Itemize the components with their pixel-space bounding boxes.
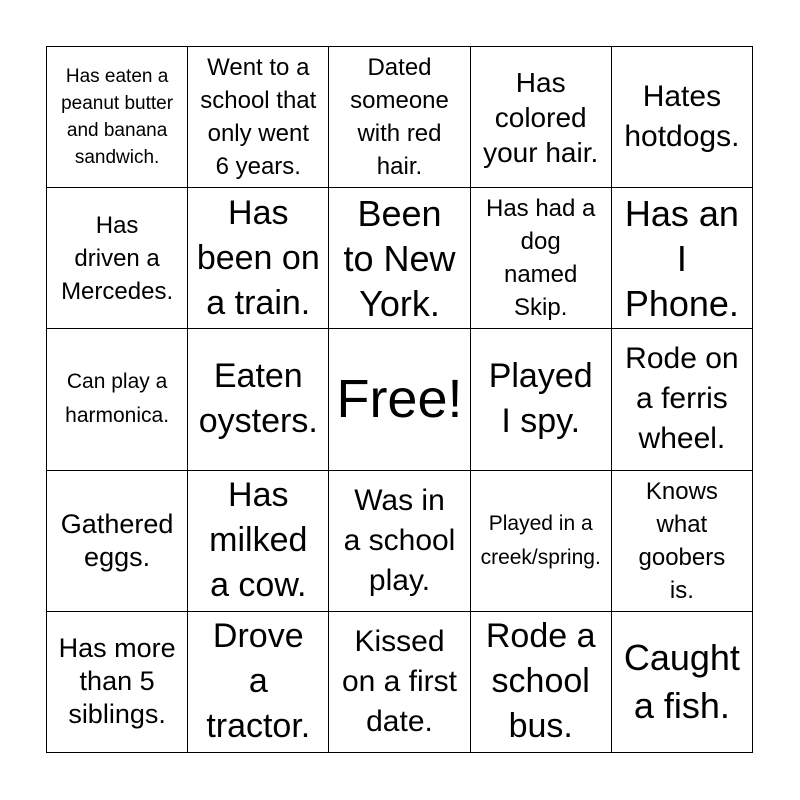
bingo-cell[interactable] bbox=[612, 329, 753, 470]
cell-text: Kissed on a first date. bbox=[341, 624, 458, 738]
cell-text: Gathered eggs. bbox=[60, 508, 174, 572]
bingo-cell[interactable] bbox=[47, 612, 188, 753]
bingo-cell[interactable] bbox=[188, 471, 329, 612]
bingo-cell[interactable] bbox=[471, 188, 612, 329]
cell-text: Can play a harmonica. bbox=[65, 370, 170, 428]
cell-text: Has been on a train. bbox=[196, 193, 320, 322]
cell-text: Played in a creek/spring. bbox=[480, 511, 601, 569]
cell-text: Has more than 5 siblings. bbox=[58, 633, 176, 730]
cell-text: Dated someone with red hair. bbox=[350, 54, 449, 181]
free-space-text: Free! bbox=[336, 369, 463, 430]
cell-text: Eaten oysters. bbox=[198, 357, 318, 441]
cell-text: Has colored your hair. bbox=[483, 66, 599, 168]
bingo-cell[interactable] bbox=[471, 612, 612, 753]
cell-text: Caught a fish. bbox=[623, 636, 740, 726]
bingo-cell[interactable] bbox=[47, 471, 188, 612]
bingo-cell[interactable] bbox=[47, 329, 188, 470]
bingo-cell[interactable] bbox=[612, 188, 753, 329]
cell-text: Knows what goobers is. bbox=[638, 477, 726, 604]
cell-text: Hates hotdogs. bbox=[624, 80, 740, 154]
bingo-cell[interactable] bbox=[329, 612, 470, 753]
bingo-cell[interactable] bbox=[47, 188, 188, 329]
bingo-cell[interactable] bbox=[188, 188, 329, 329]
bingo-cell[interactable] bbox=[612, 47, 753, 188]
bingo-cell[interactable] bbox=[188, 612, 329, 753]
bingo-cell[interactable] bbox=[329, 188, 470, 329]
bingo-cell[interactable] bbox=[188, 329, 329, 470]
bingo-cell[interactable] bbox=[329, 47, 470, 188]
cell-text: Drove a tractor. bbox=[206, 617, 311, 746]
bingo-cell[interactable] bbox=[471, 471, 612, 612]
bingo-cell[interactable] bbox=[329, 471, 470, 612]
cell-text: Has driven a Mercedes. bbox=[61, 211, 174, 305]
cell-text: Has an I Phone. bbox=[624, 192, 739, 324]
bingo-cell[interactable] bbox=[471, 329, 612, 470]
cell-text: Was in a school play. bbox=[343, 483, 456, 597]
cell-text: Rode on a ferris wheel. bbox=[625, 342, 739, 456]
bingo-cell[interactable] bbox=[471, 47, 612, 188]
cell-text: Went to a school that only went 6 years. bbox=[200, 54, 317, 181]
bingo-board bbox=[46, 46, 753, 753]
cell-text: Rode a school bus. bbox=[485, 617, 596, 746]
cell-text: Been to New York. bbox=[343, 192, 456, 324]
bingo-cell[interactable] bbox=[188, 47, 329, 188]
cell-text: Has eaten a peanut butter and banana sandwich. bbox=[61, 66, 174, 169]
free-space[interactable] bbox=[329, 329, 470, 470]
cell-text: Has milked a cow. bbox=[209, 476, 308, 605]
cell-text: Has had a dog named Skip. bbox=[485, 195, 596, 322]
cell-text: Played I spy. bbox=[488, 357, 593, 441]
bingo-cell[interactable] bbox=[612, 471, 753, 612]
bingo-cell[interactable] bbox=[47, 47, 188, 188]
bingo-cell[interactable] bbox=[612, 612, 753, 753]
